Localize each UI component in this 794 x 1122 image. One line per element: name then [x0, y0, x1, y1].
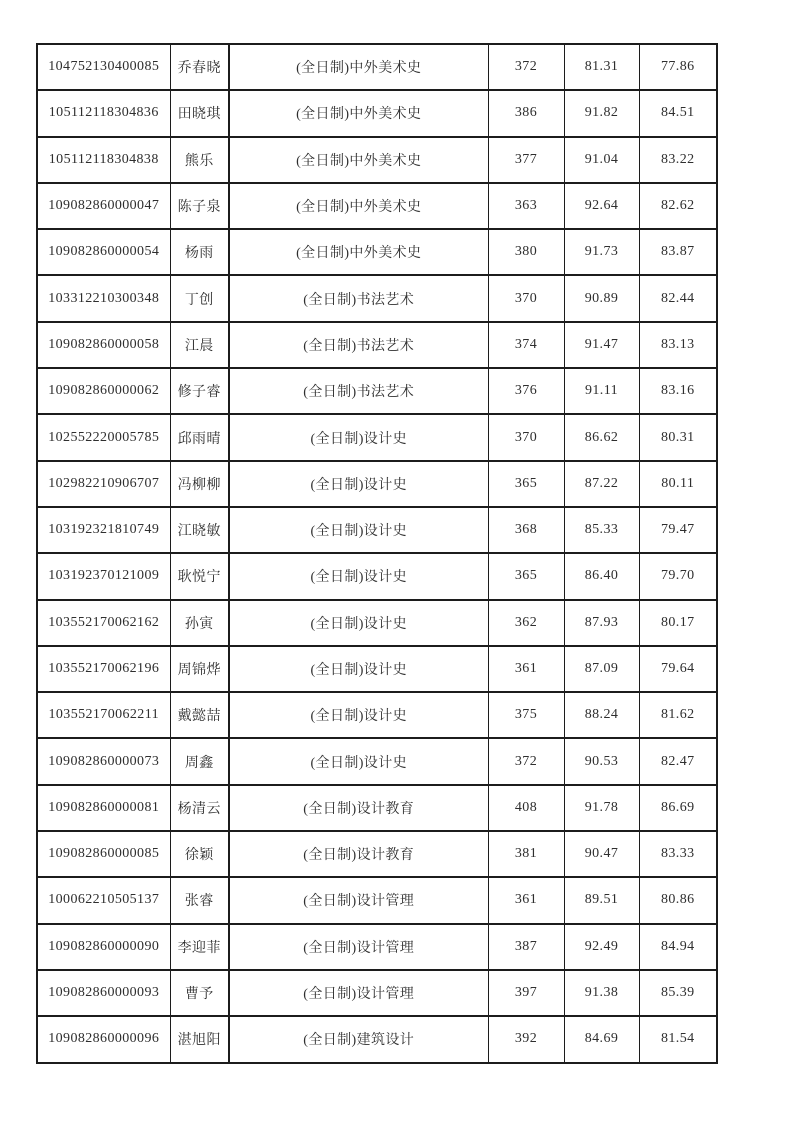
score-2-cell: 87.93 [564, 600, 639, 646]
score-1-cell: 370 [488, 414, 564, 460]
candidate-name-cell: 耿悦宁 [170, 553, 229, 599]
candidate-name-cell: 江晓敏 [170, 507, 229, 553]
program-cell: (全日制)设计史 [229, 600, 488, 646]
score-3-cell: 80.31 [639, 414, 717, 460]
candidate-name-cell: 杨雨 [170, 229, 229, 275]
program-cell: (全日制)设计史 [229, 507, 488, 553]
candidate-name-cell: 曹予 [170, 970, 229, 1016]
score-1-cell: 387 [488, 924, 564, 970]
score-1-cell: 380 [488, 229, 564, 275]
score-2-cell: 91.78 [564, 785, 639, 831]
score-1-cell: 381 [488, 831, 564, 877]
score-2-cell: 90.53 [564, 738, 639, 784]
score-3-cell: 85.39 [639, 970, 717, 1016]
table-row [37, 924, 717, 970]
score-3-cell: 83.16 [639, 368, 717, 414]
program-cell: (全日制)设计管理 [229, 970, 488, 1016]
candidate-id-cell: 109082860000073 [37, 738, 170, 784]
score-2-cell: 84.69 [564, 1016, 639, 1062]
candidate-name-cell: 张睿 [170, 877, 229, 923]
candidate-id-cell: 109082860000047 [37, 183, 170, 229]
candidate-name-cell: 周锦烨 [170, 646, 229, 692]
score-1-cell: 408 [488, 785, 564, 831]
table-row [37, 970, 717, 1016]
program-cell: (全日制)中外美术史 [229, 44, 488, 90]
table-row [37, 461, 717, 507]
table-row [37, 785, 717, 831]
program-cell: (全日制)设计管理 [229, 924, 488, 970]
candidate-id-cell: 103312210300348 [37, 275, 170, 321]
program-cell: (全日制)设计史 [229, 646, 488, 692]
score-1-cell: 363 [488, 183, 564, 229]
candidate-name-cell: 熊乐 [170, 137, 229, 183]
score-2-cell: 81.31 [564, 44, 639, 90]
score-2-cell: 91.38 [564, 970, 639, 1016]
score-3-cell: 82.62 [639, 183, 717, 229]
table-body [37, 44, 717, 1063]
table-row [37, 368, 717, 414]
score-2-cell: 85.33 [564, 507, 639, 553]
table-row [37, 738, 717, 784]
candidate-name-cell: 修子睿 [170, 368, 229, 414]
score-3-cell: 82.47 [639, 738, 717, 784]
score-2-cell: 90.89 [564, 275, 639, 321]
score-1-cell: 374 [488, 322, 564, 368]
candidate-name-cell: 徐颖 [170, 831, 229, 877]
score-1-cell: 361 [488, 646, 564, 692]
score-3-cell: 83.87 [639, 229, 717, 275]
candidate-id-cell: 105112118304836 [37, 90, 170, 136]
table-row [37, 553, 717, 599]
candidate-name-cell: 戴懿喆 [170, 692, 229, 738]
candidate-name-cell: 杨清云 [170, 785, 229, 831]
table-row [37, 90, 717, 136]
candidate-name-cell: 陈子泉 [170, 183, 229, 229]
candidate-id-cell: 104752130400085 [37, 44, 170, 90]
score-1-cell: 372 [488, 738, 564, 784]
candidate-name-cell: 周鑫 [170, 738, 229, 784]
table-row [37, 1016, 717, 1062]
table-row [37, 183, 717, 229]
candidate-id-cell: 109082860000096 [37, 1016, 170, 1062]
score-3-cell: 81.54 [639, 1016, 717, 1062]
program-cell: (全日制)书法艺术 [229, 322, 488, 368]
score-3-cell: 83.33 [639, 831, 717, 877]
score-1-cell: 386 [488, 90, 564, 136]
program-cell: (全日制)建筑设计 [229, 1016, 488, 1062]
candidate-id-cell: 109082860000058 [37, 322, 170, 368]
admission-score-table [36, 43, 718, 1064]
score-1-cell: 365 [488, 461, 564, 507]
program-cell: (全日制)设计史 [229, 461, 488, 507]
score-3-cell: 81.62 [639, 692, 717, 738]
score-3-cell: 84.94 [639, 924, 717, 970]
table-row [37, 229, 717, 275]
score-1-cell: 376 [488, 368, 564, 414]
candidate-name-cell: 丁创 [170, 275, 229, 321]
score-2-cell: 91.73 [564, 229, 639, 275]
program-cell: (全日制)设计管理 [229, 877, 488, 923]
table-row [37, 275, 717, 321]
table-row [37, 137, 717, 183]
score-1-cell: 370 [488, 275, 564, 321]
score-2-cell: 91.47 [564, 322, 639, 368]
score-3-cell: 86.69 [639, 785, 717, 831]
score-1-cell: 397 [488, 970, 564, 1016]
score-3-cell: 83.22 [639, 137, 717, 183]
score-2-cell: 88.24 [564, 692, 639, 738]
program-cell: (全日制)书法艺术 [229, 368, 488, 414]
score-2-cell: 91.11 [564, 368, 639, 414]
score-2-cell: 90.47 [564, 831, 639, 877]
score-2-cell: 92.49 [564, 924, 639, 970]
candidate-id-cell: 103552170062196 [37, 646, 170, 692]
program-cell: (全日制)中外美术史 [229, 90, 488, 136]
candidate-id-cell: 100062210505137 [37, 877, 170, 923]
program-cell: (全日制)中外美术史 [229, 137, 488, 183]
table-row [37, 692, 717, 738]
table-row [37, 44, 717, 90]
table-row [37, 600, 717, 646]
candidate-id-cell: 109082860000093 [37, 970, 170, 1016]
score-2-cell: 87.22 [564, 461, 639, 507]
table-row [37, 507, 717, 553]
candidate-id-cell: 103192370121009 [37, 553, 170, 599]
score-3-cell: 77.86 [639, 44, 717, 90]
candidate-name-cell: 冯柳柳 [170, 461, 229, 507]
score-3-cell: 79.70 [639, 553, 717, 599]
score-1-cell: 368 [488, 507, 564, 553]
table-row [37, 414, 717, 460]
table-row [37, 646, 717, 692]
candidate-id-cell: 109082860000090 [37, 924, 170, 970]
candidate-id-cell: 109082860000085 [37, 831, 170, 877]
score-2-cell: 91.04 [564, 137, 639, 183]
score-3-cell: 82.44 [639, 275, 717, 321]
score-2-cell: 86.62 [564, 414, 639, 460]
score-3-cell: 84.51 [639, 90, 717, 136]
program-cell: (全日制)设计史 [229, 414, 488, 460]
candidate-id-cell: 105112118304838 [37, 137, 170, 183]
table-row [37, 322, 717, 368]
table-row [37, 877, 717, 923]
candidate-id-cell: 109082860000062 [37, 368, 170, 414]
score-2-cell: 92.64 [564, 183, 639, 229]
score-1-cell: 365 [488, 553, 564, 599]
score-2-cell: 86.40 [564, 553, 639, 599]
candidate-name-cell: 江晨 [170, 322, 229, 368]
score-1-cell: 362 [488, 600, 564, 646]
score-2-cell: 91.82 [564, 90, 639, 136]
candidate-name-cell: 邱雨晴 [170, 414, 229, 460]
score-1-cell: 392 [488, 1016, 564, 1062]
program-cell: (全日制)设计史 [229, 692, 488, 738]
candidate-name-cell: 乔春晓 [170, 44, 229, 90]
candidate-id-cell: 102982210906707 [37, 461, 170, 507]
score-2-cell: 87.09 [564, 646, 639, 692]
candidate-id-cell: 103192321810749 [37, 507, 170, 553]
score-3-cell: 80.11 [639, 461, 717, 507]
candidate-name-cell: 孙寅 [170, 600, 229, 646]
candidate-id-cell: 109082860000054 [37, 229, 170, 275]
candidate-id-cell: 109082860000081 [37, 785, 170, 831]
candidate-id-cell: 103552170062211 [37, 692, 170, 738]
score-2-cell: 89.51 [564, 877, 639, 923]
program-cell: (全日制)设计教育 [229, 785, 488, 831]
program-cell: (全日制)设计史 [229, 553, 488, 599]
program-cell: (全日制)设计教育 [229, 831, 488, 877]
program-cell: (全日制)中外美术史 [229, 183, 488, 229]
score-3-cell: 83.13 [639, 322, 717, 368]
score-3-cell: 79.47 [639, 507, 717, 553]
candidate-name-cell: 田晓琪 [170, 90, 229, 136]
score-3-cell: 79.64 [639, 646, 717, 692]
score-1-cell: 361 [488, 877, 564, 923]
candidate-id-cell: 103552170062162 [37, 600, 170, 646]
table-row [37, 831, 717, 877]
score-3-cell: 80.17 [639, 600, 717, 646]
program-cell: (全日制)中外美术史 [229, 229, 488, 275]
score-1-cell: 377 [488, 137, 564, 183]
program-cell: (全日制)设计史 [229, 738, 488, 784]
score-3-cell: 80.86 [639, 877, 717, 923]
candidate-id-cell: 102552220005785 [37, 414, 170, 460]
score-1-cell: 372 [488, 44, 564, 90]
candidate-name-cell: 湛旭阳 [170, 1016, 229, 1062]
candidate-name-cell: 李迎菲 [170, 924, 229, 970]
program-cell: (全日制)书法艺术 [229, 275, 488, 321]
score-1-cell: 375 [488, 692, 564, 738]
